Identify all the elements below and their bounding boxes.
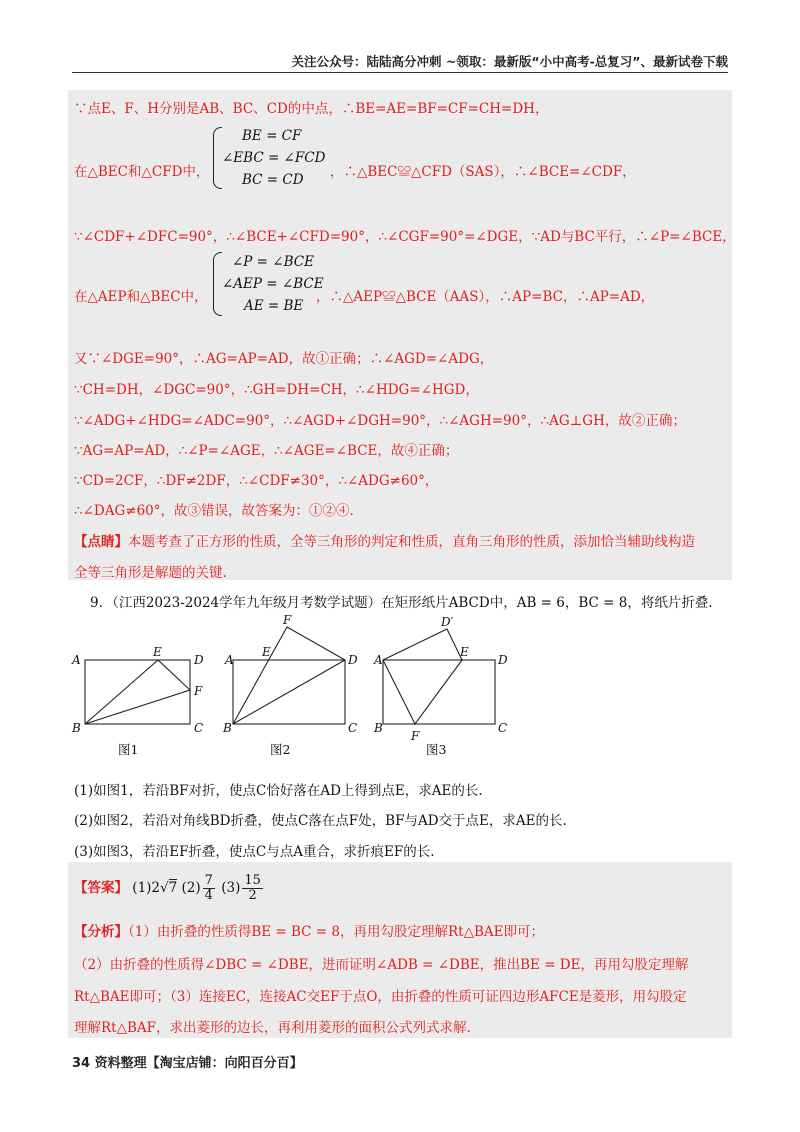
solution-line-5: 又∵∠DGE=90°，∴AG=AP=AD，故①正确；∴∠AGD=∠ADG， xyxy=(74,351,494,367)
solution-line-7: ∵∠ADG+∠HDG=∠ADC=90°，∴∠AGD+∠DGH=90°，∴∠AGH=90°，∴AG⊥GH，故②正确； xyxy=(74,413,686,429)
analysis-line-2: （2）由折叠的性质得∠DBC = ∠DBE，进而证明∠ADB = ∠DBE，推出BE = DE，再用勾股定理解 xyxy=(74,957,689,973)
analysis-line-4: 理解Rt△BAF，求出菱形的边长，再利用菱形的面积公式列式求解. xyxy=(74,1020,471,1036)
fig3-label-B: B xyxy=(374,721,383,735)
fig2-caption: 图2 xyxy=(270,742,291,757)
answer-3-label: (3) xyxy=(221,880,241,896)
footer-text: 资料整理【淘宝店铺：向阳百分百】 xyxy=(94,1056,303,1071)
solution-line-6: ∵CH=DH，∠DGC=90°，∴GH=DH=CH，∴∠HDG=∠HGD， xyxy=(74,382,479,398)
fig3-label-E: E xyxy=(460,645,469,659)
answer-tag: 【答案】 xyxy=(74,880,128,896)
fig3-label-D: D xyxy=(498,653,508,667)
system-2-suffix: ，∴△AEP≌△BCE（AAS），∴AP=BC，∴AP=AD， xyxy=(316,289,655,305)
system-2-row-1: ∠P = ∠BCE xyxy=(232,254,314,270)
fig3-rhombus xyxy=(383,660,462,724)
comment-tag: 【点睛】 xyxy=(74,534,128,550)
answer-2-fraction xyxy=(203,874,215,903)
solution-line-8: ∵AG=AP=AD，∴∠P=∠AGE，∴∠AGE=∠BCE，故④正确； xyxy=(74,443,459,459)
fig2-label-F: F xyxy=(283,613,292,627)
comment-line-1 xyxy=(74,530,695,550)
fig3-label-C: C xyxy=(498,721,508,735)
system-2-row-3: AE = BE xyxy=(244,298,304,314)
answer-line xyxy=(74,870,265,906)
analysis-line-1 xyxy=(74,920,544,940)
solution-line-1: ∵点E、F、H分别是AB、BC、CD的中点，∴BE=AE=BF=CF=CH=DH， xyxy=(74,101,549,117)
system-1-row-3: BC = CD xyxy=(242,172,304,188)
solution-line-10: ∴∠DAG≠60°，故③错误，故答案为：①②④. xyxy=(74,503,354,519)
problem-source: （江西2023-2024学年九年级月考数学试题）在矩形纸片ABCD中，AB = 6，BC = 8，将纸片折叠. xyxy=(112,595,713,611)
fig1-label-B: B xyxy=(72,721,81,735)
answer-1-coef: 2 xyxy=(151,880,161,896)
analysis-line-3: Rt△BAE即可；（3）连接EC，连接AC交EF于点O，由折叠的性质可证四边形AFCE是菱形，用勾股定 xyxy=(74,989,687,1005)
fig1-caption: 图1 xyxy=(118,742,139,757)
fig2-label-D: D xyxy=(348,653,358,667)
sqrt-sign: √ xyxy=(160,880,169,896)
comment-text-1: 本题考查了正方形的性质，全等三角形的判定和性质，直角三角形的性质，添加恰当辅助线构造 xyxy=(128,534,695,550)
system-2-row-2: ∠AEP = ∠BCE xyxy=(222,276,324,292)
problem-number: 9． xyxy=(90,595,113,611)
system-1-row-1: BE = CF xyxy=(242,128,302,144)
fig2-label-A: A xyxy=(225,653,234,667)
fig1-label-A: A xyxy=(72,653,81,667)
fig2-folded-triangle xyxy=(233,627,345,724)
fig2-label-E: E xyxy=(262,645,271,659)
fig3-label-D-prime: D′ xyxy=(441,615,454,629)
system-1-suffix: ，∴△BEC≌△CFD（SAS），∴∠BCE=∠CDF， xyxy=(330,164,636,180)
system-2-brace xyxy=(213,252,222,316)
page-footer xyxy=(72,1052,303,1071)
question-1: (1)如图1，若沿BF对折，使点C恰好落在AD上得到点E，求AE的长. xyxy=(74,783,483,799)
page-header: 关注公众号：陆陆高分冲刺 ~领取：最新版“小中高考-总复习”、最新试卷下载 xyxy=(291,54,728,69)
fig1-label-C: C xyxy=(194,721,204,735)
fig3-folded-flap xyxy=(383,629,462,660)
analysis-text-1: （1）由折叠的性质得BE = BC = 8，再用勾股定理解Rt△BAE即可； xyxy=(128,924,544,940)
fig1-rectangle xyxy=(85,660,190,724)
answer-2-numerator: 7 xyxy=(204,873,213,888)
answer-2-denominator: 4 xyxy=(204,888,213,903)
comment-line-2: 全等三角形是解题的关键. xyxy=(74,565,227,581)
solution-line-3: ∵∠CDF+∠DFC=90°，∴∠BCE+∠CFD=90°，∴∠CGF=90°=∠DGE，∵AD与BC平行，∴∠P=∠BCE， xyxy=(74,229,736,245)
fig3-label-F: F xyxy=(411,729,420,743)
fig2-diagonal xyxy=(233,660,345,724)
answer-3-numerator: 15 xyxy=(244,873,261,888)
page-number: 34 xyxy=(72,1056,91,1071)
answer-1-label: (1) xyxy=(132,880,152,896)
question-3: (3)如图3，若沿EF折叠，使点C与点A重合，求折痕EF的长. xyxy=(74,844,435,860)
fig1-label-E: E xyxy=(153,645,162,659)
figures-panel xyxy=(0,612,800,772)
fig1-label-D: D xyxy=(194,653,204,667)
system-1-prefix: 在△BEC和△CFD中， xyxy=(74,164,210,180)
system-2-prefix: 在△AEP和△BEC中， xyxy=(74,289,208,305)
system-1-brace xyxy=(213,127,222,189)
analysis-tag: 【分析】 xyxy=(74,924,128,940)
system-1-row-2: ∠EBC = ∠FCD xyxy=(222,150,326,166)
problem-9-title xyxy=(90,591,713,611)
fig1-label-F: F xyxy=(194,684,203,698)
question-2: (2)如图2，若沿对角线BD折叠，使点C落在点F处，BF与AD交于点E，求AE的长. xyxy=(74,813,567,829)
fig2-label-B: B xyxy=(223,721,232,735)
fig2-label-C: C xyxy=(348,721,358,735)
fig1-fold-lines xyxy=(85,660,190,724)
answer-1-radicand: 7 xyxy=(168,880,178,896)
answer-3-denominator: 2 xyxy=(248,888,257,903)
solution-line-9: ∵CD=2CF，∴DF≠2DF，∴∠CDF≠30°，∴∠ADG≠60°， xyxy=(74,473,439,489)
fig3-label-A: A xyxy=(374,653,383,667)
answer-3-fraction xyxy=(242,874,263,903)
system-2 xyxy=(222,248,332,318)
system-1 xyxy=(222,122,332,192)
answer-2-label: (2) xyxy=(181,880,201,896)
header-rule xyxy=(72,72,728,73)
fig3-caption: 图3 xyxy=(426,742,447,757)
